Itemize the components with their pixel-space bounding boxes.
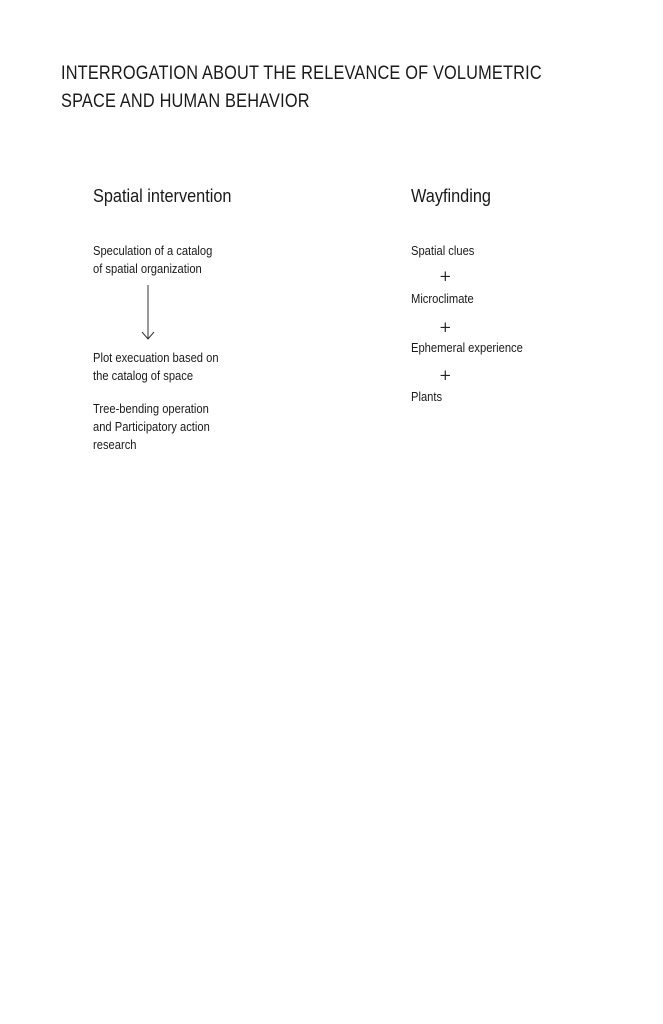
down-arrow-icon — [140, 284, 156, 342]
step-tree-bending: Tree-bending operation and Participatory action research — [93, 401, 210, 452]
page-title: INTERROGATION ABOUT THE RELEVANCE OF VOLUMETRIC SPACE AND HUMAN BEHAVIOR — [61, 63, 542, 112]
spatial-intervention-heading: Spatial intervention — [93, 185, 232, 206]
plus-icon: + — [439, 267, 452, 285]
wayfinding-item-ephemeral-experience: Ephemeral experience — [411, 340, 523, 355]
step-speculation-catalog: Speculation of a catalog of spatial organization — [93, 243, 213, 276]
plus-icon: + — [439, 366, 452, 384]
wayfinding-item-plants: Plants — [411, 389, 443, 404]
wayfinding-item-microclimate: Microclimate — [411, 291, 474, 306]
wayfinding-item-spatial-clues: Spatial clues — [411, 243, 475, 258]
plus-icon: + — [439, 318, 452, 336]
wayfinding-heading: Wayfinding — [411, 185, 491, 206]
step-plot-execution: Plot execuation based on the catalog of space — [93, 350, 219, 383]
